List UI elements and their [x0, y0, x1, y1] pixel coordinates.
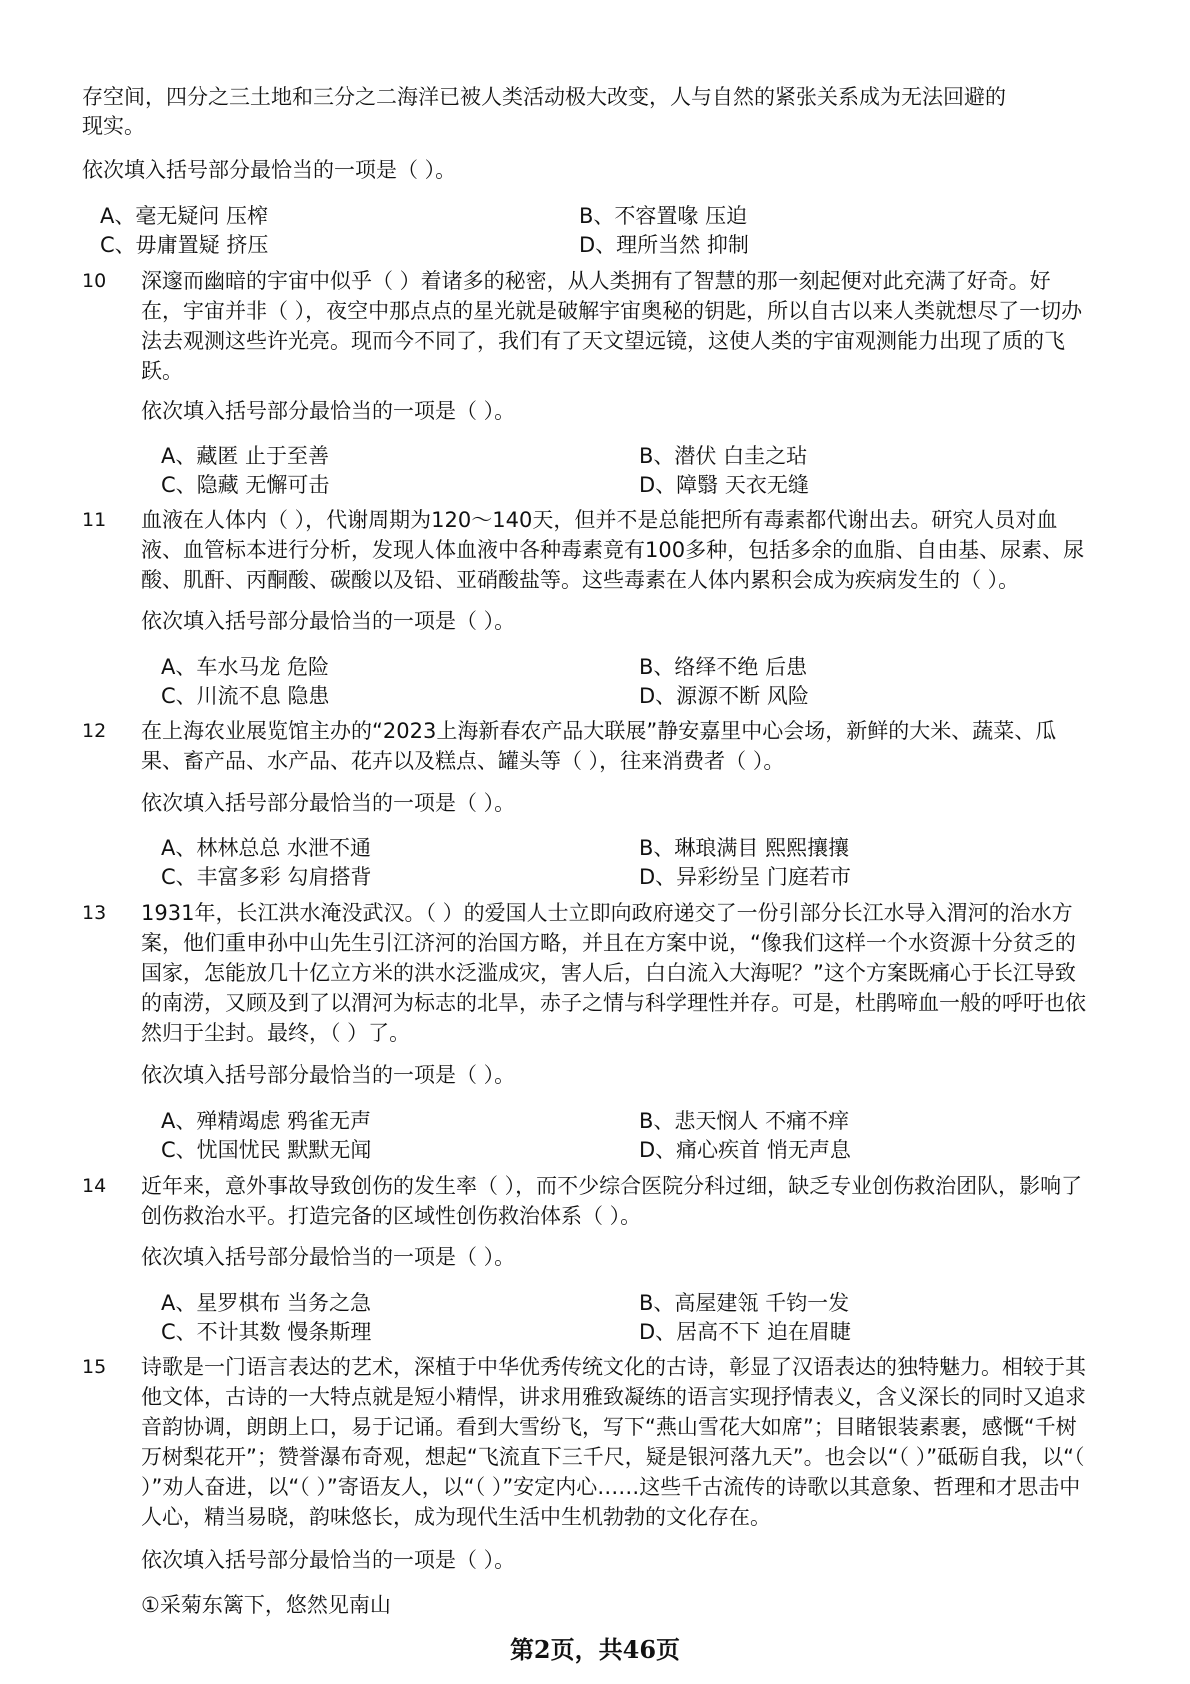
option-b: B、琳琅满目 熙熙攘攘: [639, 836, 850, 860]
question-text: 1931年，长江洪水淹没武汉。（ ）的爱国人士立即向政府递交了一份引部分长江水导入渭河的治水方案，他们重申孙中山先生引江济河的治国方略，并且在方案中说，“像我们这样一个水资源十分贫乏的国家，怎能放几十亿立方米的洪水泛滥成灾，害人后，白白流入大海呢？”这个方案既痛心于长江导致的南涝，又顾及到了以渭河为标志的北旱，赤子之情与科学理性并存。可是，杜鹃啼血一般的呼吁也依然归于尘封。最终，（ ）了。: [141, 901, 1086, 1045]
option-d: D、障翳 天衣无缝: [639, 473, 809, 497]
page-footer: 第2页，共46页: [509, 1635, 681, 1664]
question-number: 14: [82, 1175, 107, 1197]
question-text: 诗歌是一门语言表达的艺术，深植于中华优秀传统文化的古诗，彰显了汉语表达的独特魅力。相较于其他文体，古诗的一大特点就是短小精悍，讲求用雅致凝练的语言实现抒情表义，含义深长的同时又追求音韵协调，朗朗上口，易于记诵。看到大雪纷飞，写下“燕山雪花大如席”；目睹银装素裹，感慨“千树万树梨花开”；赞誉瀑布奇观，想起“飞流直下三千尺，疑是银河落九天”。也会以“（ ）”砥砺自我，以“（ ）”劝人奋进，以“（ ）”寄语友人，以“（ ）”安定内心……这些千古流传的诗歌以其意象、哲理和才思击中人心，精当易晓，韵味悠长，成为现代生活中生机勃勃的文化存在。: [141, 1355, 1086, 1529]
question-text: 在上海农业展览馆主办的“2023上海新春农产品大联展”静安嘉里中心会场，新鲜的大米、蔬菜、瓜果、畜产品、水产品、花卉以及糕点、罐头等（ ），往来消费者（ ）。: [141, 719, 1057, 773]
option-b: B、潜伏 白圭之玷: [639, 444, 808, 468]
option-b: B、高屋建瓴 千钧一发: [639, 1291, 850, 1315]
question-number: 12: [82, 720, 107, 742]
question-prompt: 依次填入括号部分最恰当的一项是（ ）。: [141, 1063, 516, 1087]
option-c: C、不计其数 慢条斯理: [161, 1320, 372, 1344]
question-prompt: 依次填入括号部分最恰当的一项是（ ）。: [141, 609, 516, 633]
question-text: 深邃而幽暗的宇宙中似乎（ ）着诸多的秘密，从人类拥有了智慧的那一刻起便对此充满了好奇。好在，宇宙并非（ ），夜空中那点点的星光就是破解宇宙奥秘的钥匙，所以自古以来人类就想尽了一切办法去观测这些许光亮。现而今不同了，我们有了天文望远镜，这使人类的宇宙观测能力出现了质的飞跃。: [141, 269, 1083, 383]
question-number: 10: [82, 270, 107, 292]
question-text: 血液在人体内（ ），代谢周期为120～140天，但并不是总能把所有毒素都代谢出去。研究人员对血液、血管标本进行分析，发现人体血液中各种毒素竟有100多种，包括多余的血脂、自由基、尿素、尿酸、肌酐、丙酮酸、碳酸以及铅、亚硝酸盐等。这些毒素在人体内累积会成为疾病发生的（ ）。: [141, 508, 1085, 592]
question-prompt: 依次填入括号部分最恰当的一项是（ ）。: [141, 1245, 516, 1269]
option-d: D、源源不断 风险: [639, 684, 809, 708]
paragraph-line: 现实。: [82, 114, 145, 138]
question-prompt: 依次填入括号部分最恰当的一项是（ ）。: [141, 399, 516, 423]
option-a: A、车水马龙 危险: [161, 655, 330, 679]
option-c: C、忧国忧民 默默无闻: [161, 1138, 372, 1162]
question-number: 11: [82, 509, 107, 531]
option-c: C、川流不息 隐患: [161, 684, 330, 708]
question-prompt: 依次填入括号部分最恰当的一项是（ ）。: [141, 791, 516, 815]
paragraph-line: 存空间，四分之三土地和三分之二海洋已被人类活动极大改变，人与自然的紧张关系成为无法回避的: [82, 85, 1006, 109]
question-prompt: 依次填入括号部分最恰当的一项是（ ）。: [82, 158, 457, 182]
option-b: B、不容置喙 压迫: [579, 204, 748, 228]
question-text: 近年来，意外事故导致创伤的发生率（ ），而不少综合医院分科过细，缺乏专业创伤救治团队，影响了创伤救治水平。打造完备的区域性创伤救治体系（ ）。: [141, 1174, 1083, 1228]
option-d: D、异彩纷呈 门庭若市: [639, 865, 851, 889]
question-prompt: 依次填入括号部分最恰当的一项是（ ）。: [141, 1548, 516, 1572]
option-c: C、毋庸置疑 挤压: [100, 233, 269, 257]
option-c: C、隐藏 无懈可击: [161, 473, 330, 497]
question-number: 15: [82, 1356, 107, 1378]
option-a: A、殚精竭虑 鸦雀无声: [161, 1109, 372, 1133]
option-c: C、丰富多彩 勾肩搭背: [161, 865, 372, 889]
option-a: A、藏匿 止于至善: [161, 444, 330, 468]
option-b: B、络绎不绝 后患: [639, 655, 808, 679]
option-a: A、星罗棋布 当务之急: [161, 1291, 372, 1315]
option-a: A、毫无疑问 压榨: [100, 204, 269, 228]
option-d: D、理所当然 抑制: [579, 233, 749, 257]
question-number: 13: [82, 902, 107, 924]
option-b: B、悲天悯人 不痛不痒: [639, 1109, 850, 1133]
poem-option-1: ①采菊东篱下，悠然见南山: [141, 1593, 391, 1617]
option-d: D、痛心疾首 悄无声息: [639, 1138, 851, 1162]
option-d: D、居高不下 迫在眉睫: [639, 1320, 851, 1344]
option-a: A、林林总总 水泄不通: [161, 836, 372, 860]
